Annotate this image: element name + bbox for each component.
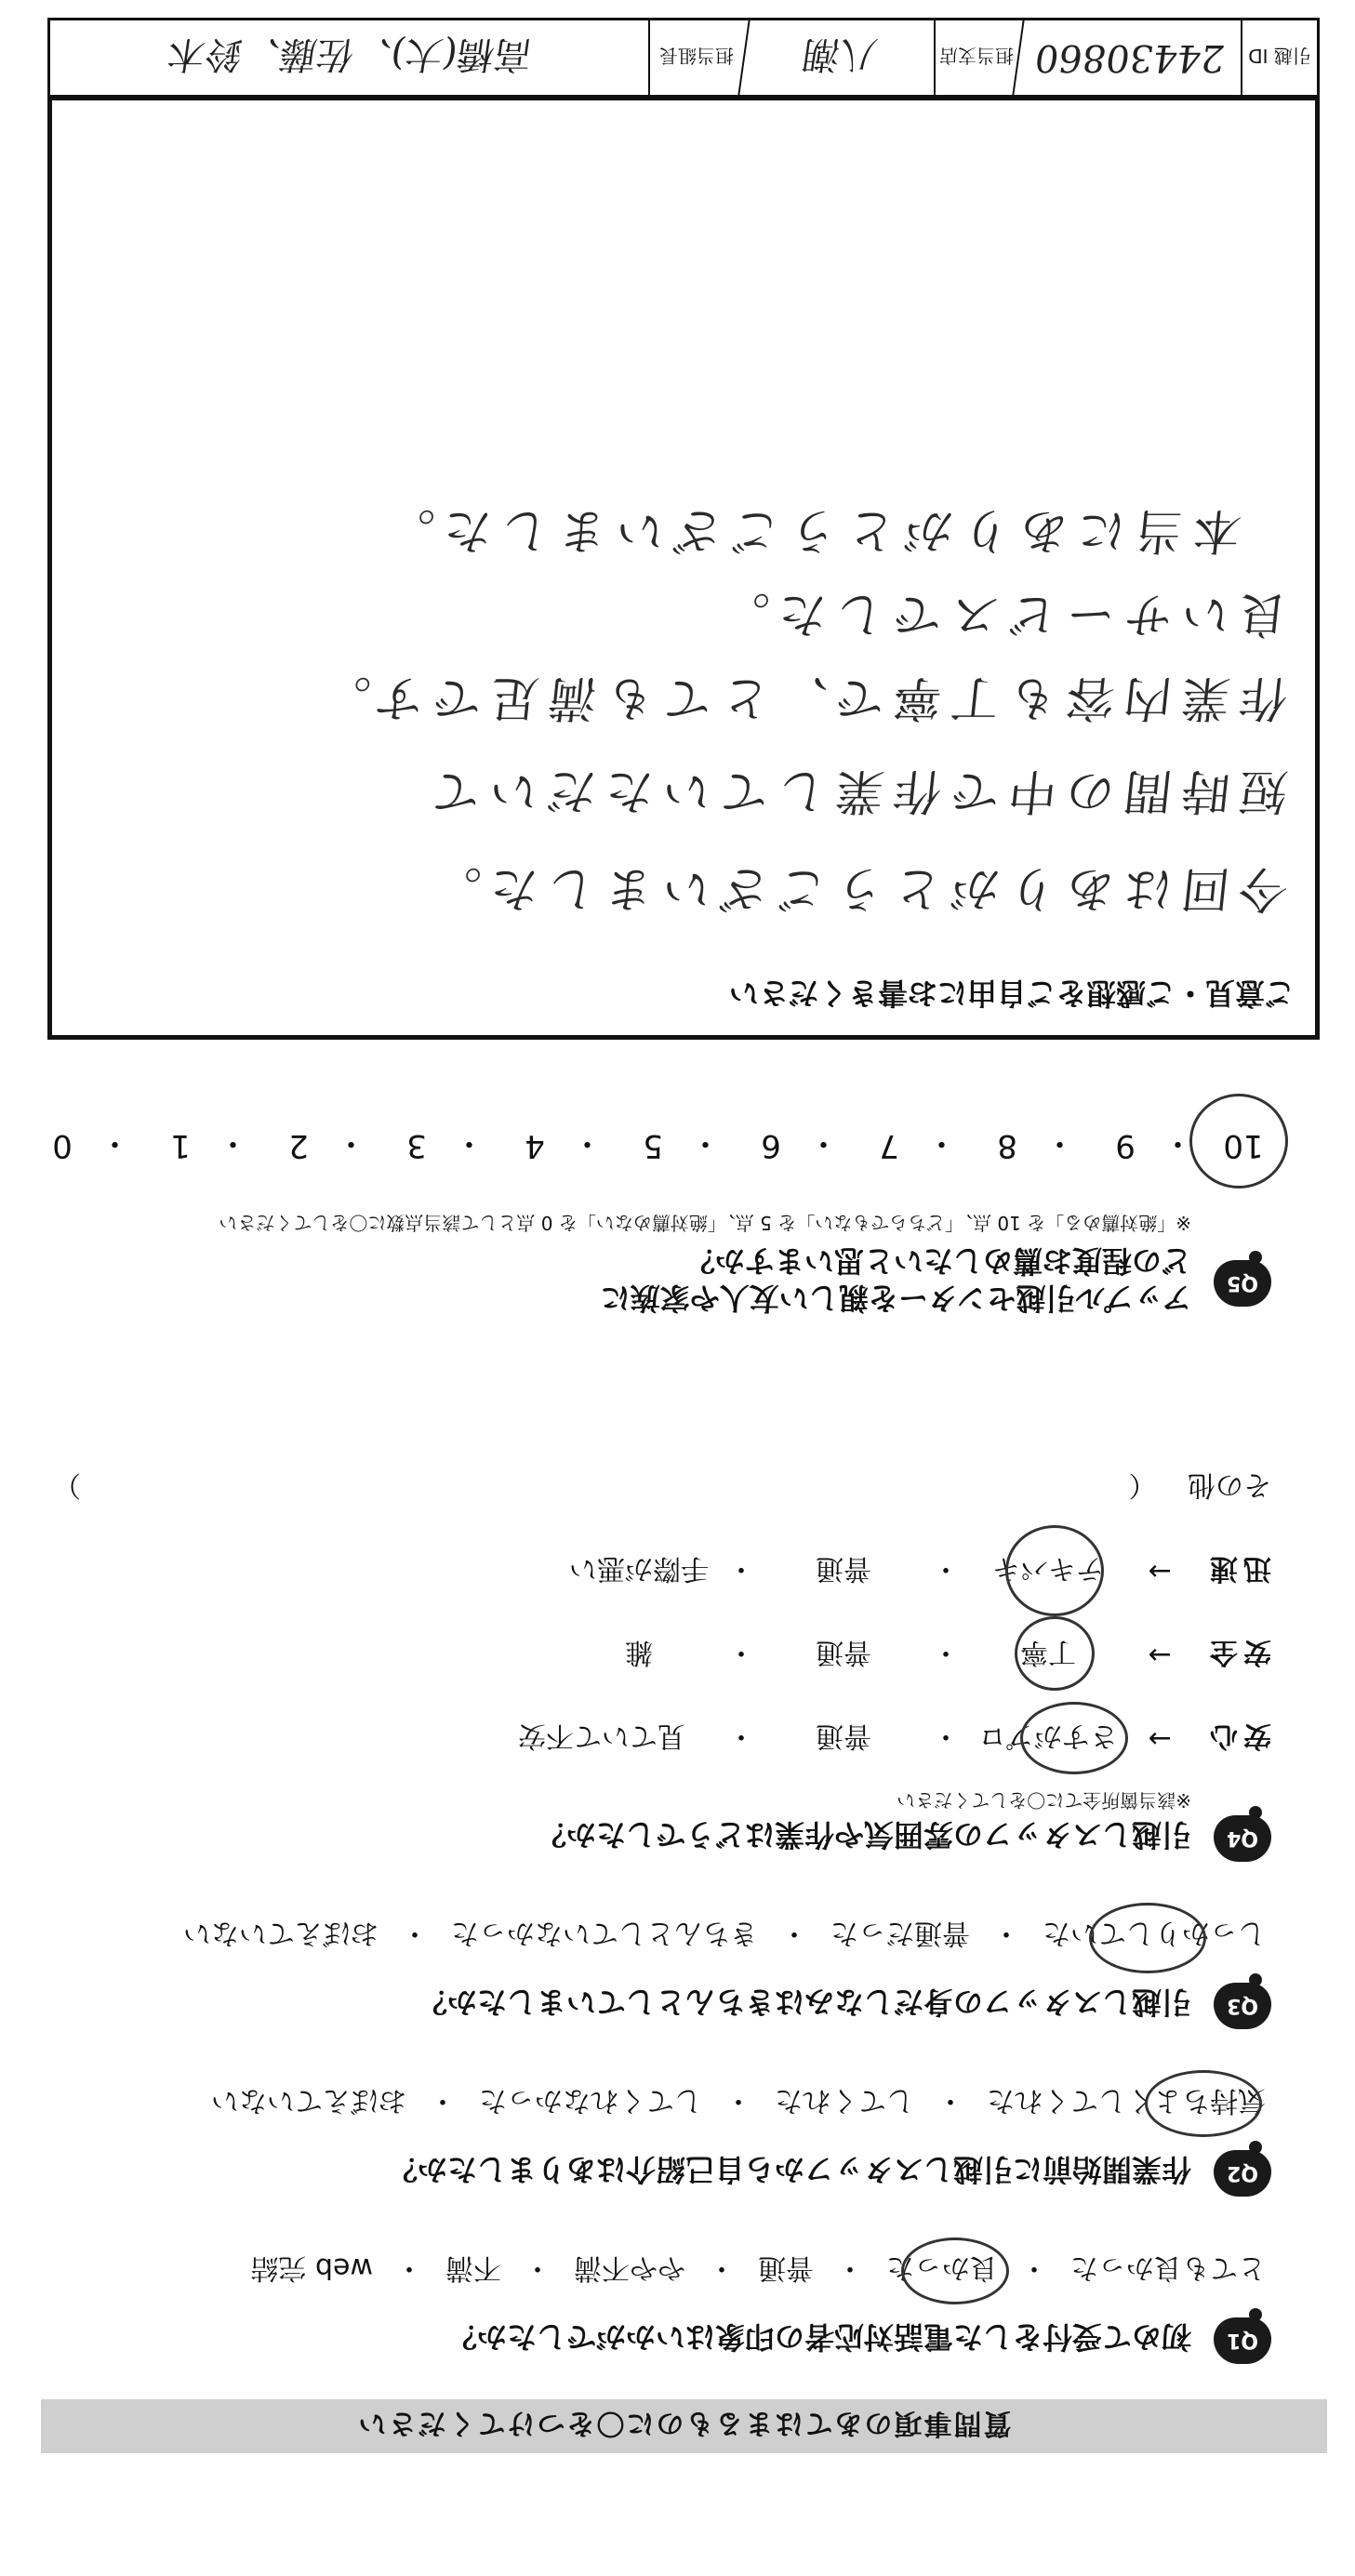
q4-row-safety-mind [490,1719,1271,1759]
q3-option-1-label: しっかりしていた [1043,1917,1266,1949]
scale-option-2[interactable]: 2 [288,1127,309,1165]
question-3 [34,1918,1271,2029]
q2-option-1-label: 気持ちよくしてくれた [987,2084,1266,2117]
comment-line-5: 本当にありがとうございました。 [373,502,1244,558]
separator-dot: ・ [524,2251,551,2284]
separator-dot: ・ [1162,1124,1194,1162]
q4-text: 引越しスタッフの雰囲気や作業はどうでしたか？ [536,1817,1191,1852]
separator-dot: ・ [1020,2251,1048,2284]
scale-option-10[interactable] [1216,1128,1271,1165]
team-leader-value: 高橋(大)、佐藤、鈴木 [165,33,535,76]
q4-other[interactable] [34,1467,1271,1508]
q4-badge: Q4 [1214,1815,1271,1862]
question-2 [34,2085,1271,2197]
q2-option-3[interactable]: してくれなかった [479,2084,702,2117]
comment-line-2: 短時間の中で作業していただいて [419,763,1291,818]
separator-dot: ・ [1043,1124,1076,1162]
separator-dot: ・ [727,1720,755,1752]
q4-row-1-option-2[interactable]: 普通 [816,1720,871,1752]
separator-dot: ・ [99,1124,131,1162]
comment-heading: ご意見・ご感想をご自由にお書きください [728,976,1295,1011]
q3-option-2[interactable]: 普通だった [830,1917,970,1949]
separator-dot: ・ [932,1552,960,1585]
separator-dot: ・ [727,1636,755,1668]
q1-option-6[interactable]: web 完結 [250,2251,373,2284]
comment-box[interactable] [47,96,1320,1040]
scale-option-5[interactable]: 5 [643,1127,663,1165]
q2-text: 作業開始前に引越しスタッフから自己紹介はありましたか？ [387,2152,1191,2187]
q4-other-paren-open: （ [1128,1468,1157,1501]
move-id-label: 引越 ID [1241,20,1317,95]
scale-option-3[interactable]: 3 [406,1127,427,1165]
separator-dot: ・ [925,1124,958,1162]
q4-row-3-option-1[interactable] [974,1551,1123,1592]
q1-option-5[interactable]: 不満 [445,2251,501,2284]
q1-option-1[interactable]: とても良かった [1070,2251,1266,2284]
separator-dot: ・ [401,1917,429,1949]
scale-option-6[interactable]: 6 [761,1127,781,1165]
q1-option-2[interactable] [881,2251,1003,2291]
q2-option-2[interactable]: してくれた [775,2084,914,2117]
scale-label-10: 10 [1223,1127,1264,1165]
q4-row-2-category: 安全 [1204,1636,1271,1668]
q3-badge: Q3 [1214,1983,1271,2029]
q5-text-line-1: アップル引越センターを親しい友人や家族に [600,1281,1191,1316]
form-header-table [47,18,1320,98]
separator-dot: ・ [453,1124,485,1162]
q2-option-4[interactable]: おぼえていない [211,2084,406,2117]
q5-scale [34,1123,1271,1169]
branch-value: 八潮 [737,20,938,95]
q5-badge: Q5 [1214,1260,1271,1307]
comment-line-4: 良いサービスでした。 [708,586,1291,642]
scale-option-7[interactable]: 7 [879,1127,899,1165]
separator-dot: ・ [937,2084,964,2117]
q1-badge: Q1 [1214,2317,1271,2364]
q4-row-2-option-3[interactable]: 雑 [625,1636,653,1668]
arrow-right-icon: → [1148,1555,1172,1588]
arrow-right-icon: → [1148,1722,1172,1756]
q3-text: 引越しスタッフの身だしなみはきちんとしていましたか？ [417,1985,1191,2020]
q4-row-1-option-3[interactable]: 見ていて不安 [518,1720,685,1752]
q1-option-4[interactable]: やや不満 [574,2251,685,2284]
q4-row-speed [565,1551,1271,1592]
q3-option-1[interactable] [1037,1916,1271,1957]
separator-dot: ・ [780,1917,808,1949]
q4-row-safety [565,1635,1271,1676]
q4-row-2-option-1[interactable] [974,1635,1123,1676]
scale-option-0[interactable]: 0 [52,1127,73,1165]
scale-option-8[interactable]: 8 [997,1127,1017,1165]
q3-options [178,1916,1271,1957]
q1-text: 初めて受付をした電話対応者の印象はいかがでしたか？ [446,2319,1191,2355]
separator-dot: ・ [727,1552,755,1585]
q5-note: ※「絶対薦める」を 10 点、「どちらでもない」を 5 点、「絶対薦めない」を 0 点として該当点数に〇をしてください [219,1212,1191,1234]
q4-row-3-category: 迅速 [1204,1552,1271,1585]
q5-text-line-2: どの程度お薦めしたいと思いますか？ [684,1243,1191,1279]
q1-option-2-label: 良かった [886,2251,998,2284]
q4-note: ※該当箇所全てに〇をしてください [897,1789,1191,1812]
q4-row-1-category: 安心 [1204,1720,1271,1752]
q4-row-3-option-1-label: テキパキ [992,1552,1104,1585]
q3-option-3[interactable]: きちんとしていなかった [451,1917,758,1949]
scale-option-1[interactable]: 1 [170,1127,191,1165]
separator-dot: ・ [708,2251,736,2284]
arrow-right-icon: → [1148,1639,1172,1672]
scale-option-4[interactable]: 4 [525,1127,545,1165]
q4-other-label: その他 [1188,1468,1271,1501]
move-id-value: 24430860 [1012,20,1245,95]
comment-line-1: 今回はありがとうございました。 [419,860,1291,916]
q4-other-paren-close: ） [53,1468,81,1501]
separator-dot: ・ [992,1917,1020,1949]
separator-dot: ・ [335,1124,367,1162]
separator-dot: ・ [807,1124,840,1162]
separator-dot: ・ [836,2251,864,2284]
q4-row-2-option-1-label: 丁寧 [1020,1636,1076,1668]
separator-dot: ・ [689,1124,722,1162]
separator-dot: ・ [571,1124,604,1162]
q1-option-3[interactable]: 普通 [758,2251,814,2284]
q3-option-4[interactable]: おぼえていない [183,1917,379,1949]
scale-option-9[interactable]: 9 [1115,1127,1136,1165]
separator-dot: ・ [395,2251,423,2284]
question-1 [34,2252,1271,2364]
q4-row-3-option-2[interactable]: 普通 [816,1552,871,1585]
q2-badge: Q2 [1214,2150,1271,2197]
separator-dot: ・ [932,1720,960,1752]
comment-line-3: 作業内容も丁寧で、とても満足です。 [309,670,1291,725]
q4-row-3-option-3[interactable]: 手際が悪い [569,1552,709,1585]
question-4 [34,1378,1271,1862]
separator-dot: ・ [217,1124,249,1162]
separator-dot: ・ [429,2084,457,2117]
q4-row-1-option-1-label: さすがプロ [978,1720,1118,1752]
q2-options [206,2083,1271,2124]
instruction-banner: 質問事項のあてはまるものに〇をつけてください [41,2399,1327,2453]
question-5 [34,1065,1271,1325]
team-leader-label: 担当組長 [648,20,743,95]
q4-row-2-option-2[interactable]: 普通 [816,1636,871,1668]
separator-dot: ・ [724,2084,752,2117]
q2-option-1[interactable] [981,2083,1271,2124]
branch-label: 担当支店 [934,20,1017,95]
q1-options [245,2251,1271,2291]
separator-dot: ・ [932,1636,960,1668]
q4-row-1-option-1[interactable] [974,1719,1123,1759]
